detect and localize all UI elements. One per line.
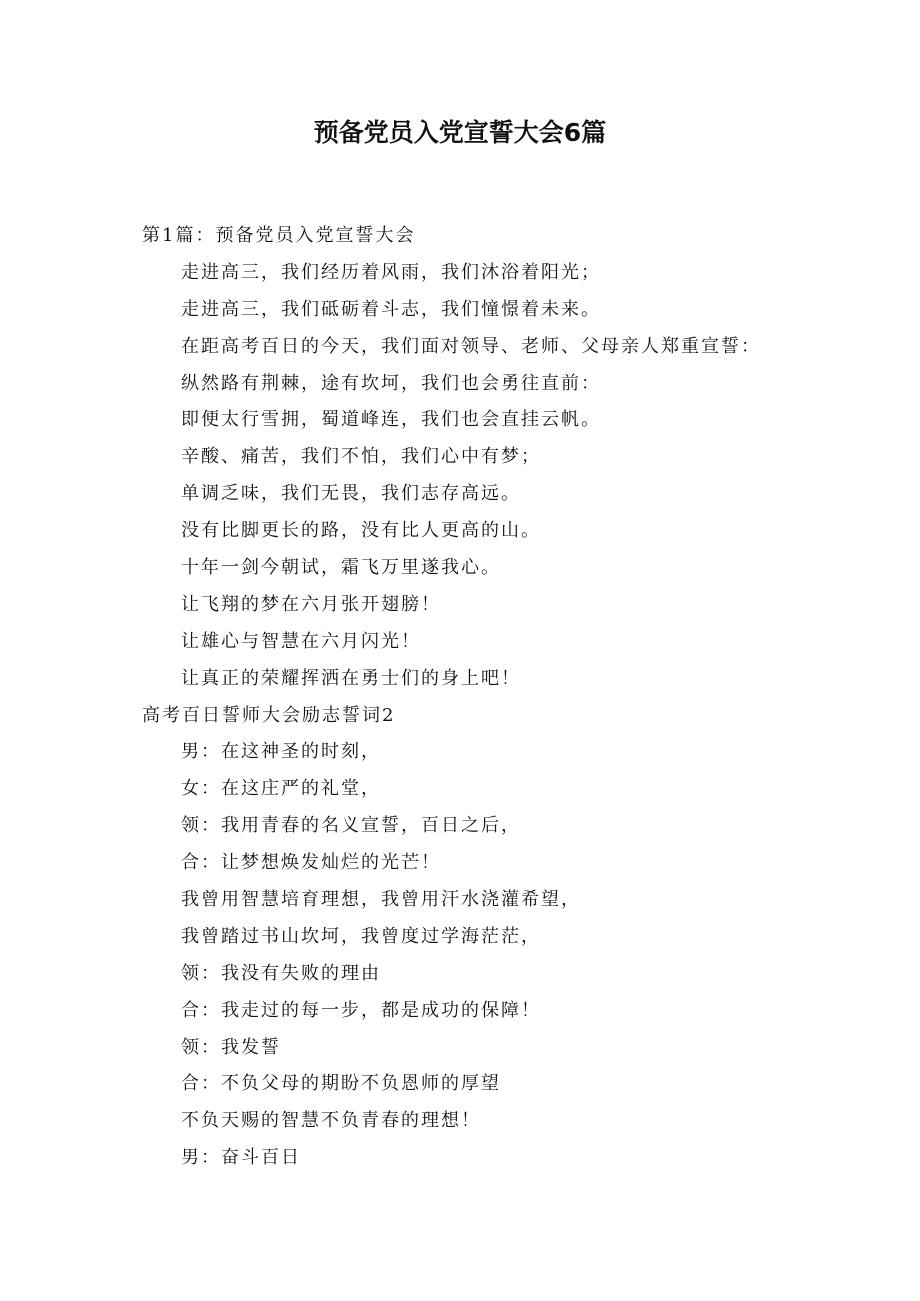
text-line: 合：不负父母的期盼不负恩师的厚望 [181,1073,501,1095]
document-title: 预备党员入党宣誓大会6篇 [313,118,607,147]
text-line: 女：在这庄严的礼堂， [181,778,381,800]
text-line: 合：我走过的每一步，都是成功的保障！ [181,999,541,1021]
document-body [0,218,920,1177]
text-line: 走进高三，我们经历着风雨，我们沐浴着阳光； [181,261,601,283]
text-line: 我曾踏过书山坎坷，我曾度过学海茫茫， [181,925,541,947]
text-line: 合：让梦想焕发灿烂的光芒！ [181,852,441,874]
text-line: 男：奋斗百日 [181,1147,301,1169]
text-line: 没有比脚更长的路，没有比人更高的山。 [181,520,541,542]
text-line: 不负天赐的智慧不负青春的理想！ [181,1110,481,1132]
text-line: 让飞翔的梦在六月张开翅膀！ [181,593,441,615]
text-line: 单调乏味，我们无畏，我们志存高远。 [181,483,521,505]
text-line: 领：我用青春的名义宣誓，百日之后， [181,815,521,837]
text-line: 领：我发誓 [181,1036,281,1058]
text-line: 走进高三，我们砥砺着斗志，我们憧憬着未来。 [181,298,601,320]
text-line: 十年一剑今朝试，霜飞万里遂我心。 [181,557,501,579]
text-line: 我曾用智慧培育理想，我曾用汗水浇灌希望， [181,889,581,911]
text-line: 男：在这神圣的时刻， [181,741,381,763]
text-line: 让真正的荣耀挥洒在勇士们的身上吧！ [181,667,521,689]
text-line: 领：我没有失败的理由 [181,962,381,984]
text-line: 纵然路有荆棘，途有坎坷，我们也会勇往直前： [181,372,601,394]
text-line: 辛酸、痛苦，我们不怕，我们心中有梦； [181,446,541,468]
text-line: 让雄心与智慧在六月闪光！ [181,630,421,652]
text-line: 即便太行雪拥，蜀道峰连，我们也会直挂云帆。 [181,409,601,431]
text-line: 在距高考百日的今天，我们面对领导、老师、父母亲人郑重宣誓： [181,335,761,357]
section-heading: 高考百日誓师大会励志誓词2 [142,704,396,726]
section-heading: 第1篇：预备党员入党宣誓大会 [142,225,416,246]
